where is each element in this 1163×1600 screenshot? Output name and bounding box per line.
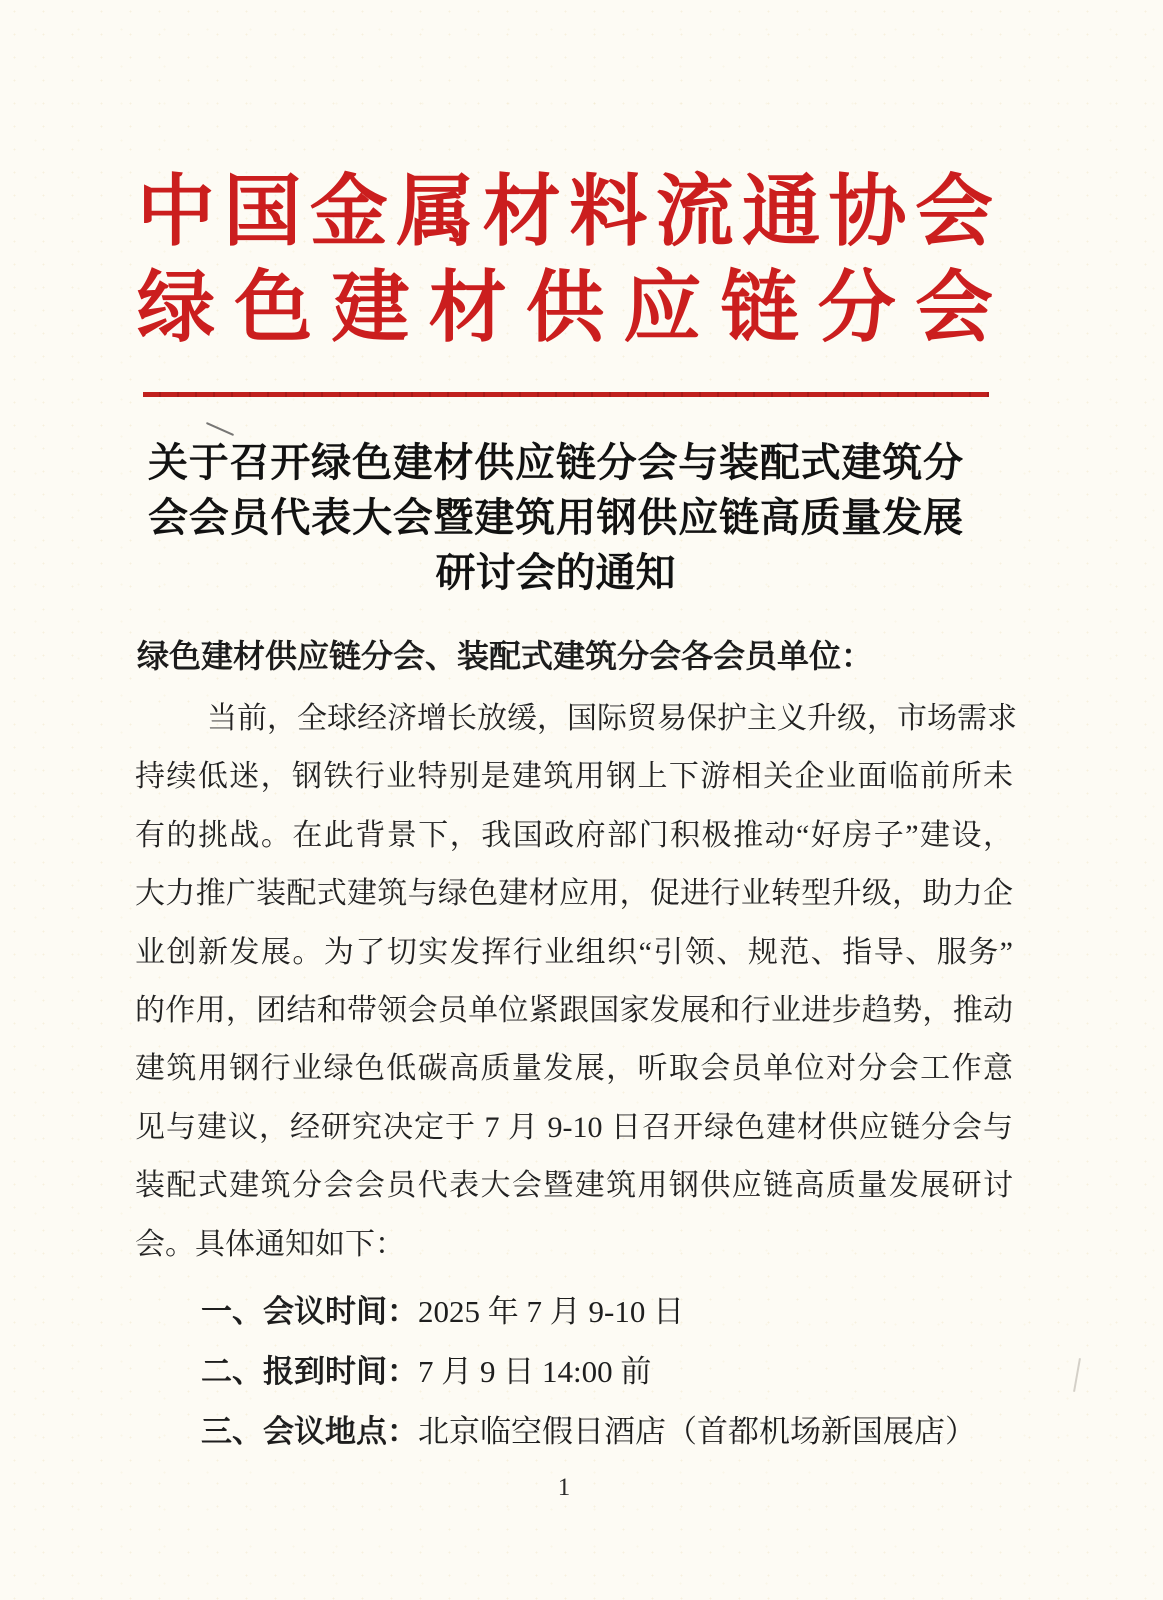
paragraph-line: 有的挑战。在此背景下，我国政府部门积极推动“好房子”建设， — [135, 818, 1013, 852]
item-meeting-time — [135, 1282, 1013, 1342]
paragraph-line: 见与建议，经研究决定于 7 月 9-10 日召开绿色建材供应链分会与 — [135, 1110, 1013, 1144]
paragraph-line: 持续低迷，钢铁行业特别是建筑用钢上下游相关企业面临前所未 — [135, 760, 1013, 794]
salutation-line: 绿色建材供应链分会、装配式建筑分会各会员单位： — [137, 638, 874, 674]
paragraph-line: 建筑用钢行业绿色低碳高质量发展，听取会员单位对分会工作意 — [135, 1052, 1013, 1086]
item-meeting-time-value: 2025 年 7 月 9-10 日 — [418, 1294, 685, 1329]
document-title — [148, 435, 963, 600]
paragraph-line: 装配式建筑分会会员代表大会暨建筑用钢供应链高质量发展研讨 — [135, 1169, 1013, 1203]
page-number: 1 — [557, 1474, 571, 1501]
paragraph-line: 会。具体通知如下： — [135, 1227, 405, 1261]
letterhead-org-name-line-2: 绿色建材供应链分会 — [137, 264, 993, 351]
meeting-info-list — [135, 1282, 1013, 1462]
item-checkin-time — [135, 1342, 1013, 1402]
item-venue-label: 三、会议地点： — [201, 1414, 418, 1449]
document-title-line-3: 研讨会的通知 — [435, 550, 676, 595]
item-meeting-time-label: 一、会议时间： — [201, 1294, 418, 1329]
paragraph-line: 的作用，团结和带领会员单位紧跟国家发展和行业进步趋势，推动 — [135, 993, 1013, 1027]
body-paragraph — [135, 690, 1017, 1274]
letterhead-divider-rule — [143, 392, 989, 397]
item-venue — [135, 1402, 1013, 1462]
letterhead-org-name-line-1: 中国金属材料流通协会 — [137, 168, 993, 255]
document-title-line-2: 会会员代表大会暨建筑用钢供应链高质量发展 — [148, 495, 963, 540]
item-checkin-time-value: 7 月 9 日 14:00 前 — [418, 1354, 652, 1389]
paragraph-line: 业创新发展。为了切实发挥行业组织“引领、规范、指导、服务” — [135, 935, 1013, 969]
paragraph-line: 大力推广装配式建筑与绿色建材应用，促进行业转型升级，助力企 — [135, 877, 1013, 911]
scan-artifact-scratch — [1073, 1358, 1081, 1392]
item-venue-value: 北京临空假日酒店（首都机场新国展店） — [418, 1414, 976, 1449]
document-title-line-1: 关于召开绿色建材供应链分会与装配式建筑分 — [148, 440, 963, 485]
item-checkin-time-label: 二、报到时间： — [201, 1354, 418, 1389]
paragraph-line: 当前，全球经济增长放缓，国际贸易保护主义升级，市场需求 — [207, 702, 1017, 735]
